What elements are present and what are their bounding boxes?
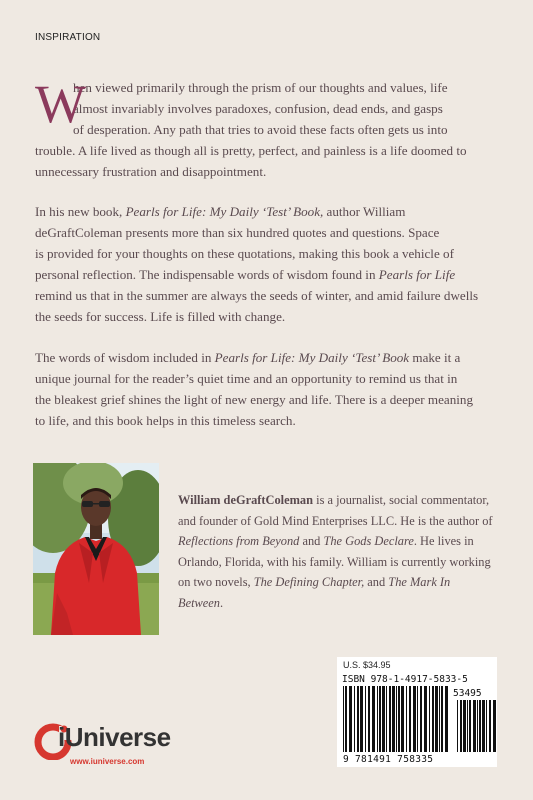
barcode-bar <box>372 686 375 752</box>
book-title: The Defining Chapter, <box>253 575 365 590</box>
blurb-line: unique journal for the reader’s quiet time and an opportunity to remind us that in <box>35 371 458 386</box>
barcode-bar <box>382 686 385 752</box>
blurb-line: remind us that in the summer are always the seeds of winter, and amid failure dwells <box>35 288 479 303</box>
barcode-bar <box>445 686 448 752</box>
barcode-bar <box>365 686 366 752</box>
barcode-bar <box>429 686 430 752</box>
barcode-bar <box>386 686 387 752</box>
barcode-bar <box>389 686 391 752</box>
price-label: U.S. $34.95 <box>343 660 391 670</box>
blurb-line: the bleakest grief shines the light of new energy and life. There is a deeper meaning <box>35 392 474 407</box>
blurb-line: trouble. A life lived as though all is pretty, perfect, and painless is a life doomed to <box>35 143 467 158</box>
blurb-paragraph-2 <box>35 201 501 327</box>
barcode-bar <box>473 700 476 752</box>
barcode-bar <box>460 700 462 752</box>
barcode-bar <box>493 700 496 752</box>
barcode-addon-number: 53495 <box>453 688 482 699</box>
blurb-line: deGraftColeman presents more than six hundred quotes and questions. Space <box>35 225 440 240</box>
blurb-line: the seeds for success. Life is filled with change. <box>35 309 286 324</box>
book-title: Pearls for Life: My Daily ‘Test’ Book <box>214 350 410 365</box>
barcode-bar <box>441 686 443 752</box>
barcode-bar <box>409 686 411 752</box>
barcode-addon-bars <box>455 700 497 752</box>
barcode-bar <box>469 700 471 752</box>
barcode-bar <box>396 686 397 752</box>
barcode-bar <box>439 686 440 752</box>
blurb-line: In his new book, Pearls for Life: My Daily ‘Test’ Book, author William <box>35 204 406 219</box>
blurb-line: hen viewed primarily through the prism of our thoughts and values, life <box>73 80 448 95</box>
drop-cap: W <box>35 74 86 134</box>
blurb-line: of desperation. Any path that tries to avoid these facts often gets us into <box>73 122 448 137</box>
barcode-bar <box>377 686 378 752</box>
book-title: Pearls for Life: My Daily ‘Test’ Book, <box>125 204 324 219</box>
barcode-bar <box>457 700 458 752</box>
barcode-bar <box>379 686 381 752</box>
blurb-paragraph-1 <box>35 74 501 182</box>
barcode-bar <box>432 686 434 752</box>
barcode-bar <box>343 686 344 752</box>
barcode-bar <box>486 700 487 752</box>
book-title: The Gods Declare <box>323 534 414 549</box>
author-bio: William deGraftColeman is a journalist, social commentator, and founder of Gold Mind Enterprises LLC. He is the author of Reflections from Beyond and The Gods Declare. He lives in Orlando, Florida, with his family. William is currently working on two novels, The Defining Chapter, and The Mark In Between. <box>178 493 493 610</box>
book-title: Reflections from Beyond <box>178 534 300 549</box>
barcode-bar <box>360 686 363 752</box>
barcode-bar <box>463 700 466 752</box>
barcode-bar <box>477 700 478 752</box>
barcode-bar <box>467 700 468 752</box>
barcode-bars <box>341 686 451 752</box>
barcode-number: 9 781491 758335 <box>343 754 434 765</box>
blurb-line: to life, and this book helps in this timeless search. <box>35 413 296 428</box>
barcode-bar <box>435 686 438 752</box>
blurb-line: almost invariably involves paradoxes, confusion, dead ends, and gasps <box>73 101 443 116</box>
blurb-line: The words of wisdom included in Pearls for Life: My Daily ‘Test’ Book make it a <box>35 350 461 365</box>
barcode-bar <box>413 686 416 752</box>
barcode-bar <box>489 700 491 752</box>
blurb-paragraph-3 <box>35 347 501 431</box>
publisher-url: www.iuniverse.com <box>70 757 145 766</box>
author-name: William deGraftColeman <box>178 493 314 507</box>
barcode-bar <box>482 700 485 752</box>
barcode-bar <box>357 686 359 752</box>
isbn-label: ISBN 978-1-4917-5833-5 <box>342 674 468 685</box>
barcode-bar <box>401 686 404 752</box>
blurb-line: personal reflection. The indispensable words of wisdom found in Pearls for Life <box>35 267 456 282</box>
barcode-bar <box>398 686 400 752</box>
barcode-bar <box>479 700 481 752</box>
book-title: Pearls for Life <box>378 267 456 282</box>
blurb-line: is provided for your thoughts on these quotations, making this book a vehicle of <box>35 246 454 261</box>
barcode-bar <box>349 686 352 752</box>
book-title: The Mark In Between <box>178 575 451 610</box>
barcode-bar <box>420 686 422 752</box>
author-photo <box>33 463 159 635</box>
barcode-bar <box>368 686 370 752</box>
barcode-bar <box>354 686 355 752</box>
barcode-bar <box>417 686 418 752</box>
barcode-bar <box>424 686 427 752</box>
barcode-bar <box>406 686 407 752</box>
barcode-bar <box>392 686 395 752</box>
publisher-name: iUniverse <box>58 722 171 752</box>
blurb-line: unnecessary frustration and disappointment. <box>35 164 267 179</box>
genre-label: INSPIRATION <box>35 32 101 43</box>
barcode-bar <box>345 686 347 752</box>
